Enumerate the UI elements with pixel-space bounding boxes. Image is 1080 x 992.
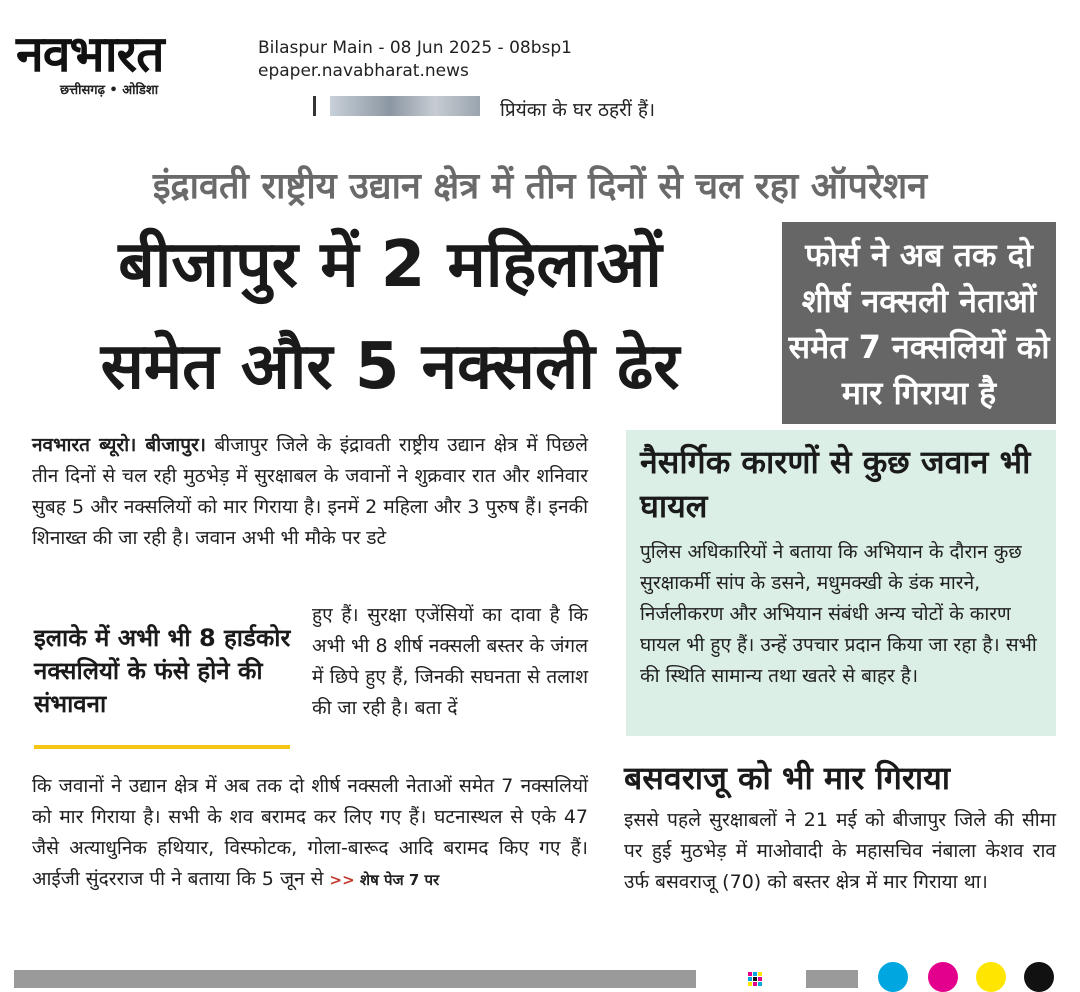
pull-quote: इलाके में अभी भी 8 हार्डकोर नक्सलियों के फंसे होने की संभावना: [34, 624, 291, 718]
print-strip: [14, 970, 696, 988]
continued-link[interactable]: [330, 871, 440, 889]
dateline: नवभारत ब्यूरो। बीजापुर।: [32, 434, 206, 456]
continue-arrow-icon: >>: [329, 871, 355, 889]
body-text: बीजापुर जिले के इंद्रावती राष्ट्रीय उद्यान क्षेत्र में पिछले तीन दिनों से चल रही मुठभेड़ में सुरक्षाबल के जवानों ने शुक्रवार रात और शनिवार सुबह 5 और नक्सलियों को मार गिराया है। इनमें 2 महिला और 3 पुरुष हैं। इनकी शिनाख्त की जा रही है। जवान अभी भी मौके पर डटे: [32, 434, 588, 549]
article-body-middle: हुए हैं। सुरक्षा एजेंसियों का दावा है कि अभी भी 8 शीर्ष नक्सली बस्तर के जंगल में छिपे हुए हैं, जिनकी सघनता से तलाश की जा रही है। बता दें: [312, 604, 588, 719]
continued-label: शेष पेज 7 पर: [359, 871, 440, 889]
pull-quote-underline: [34, 745, 290, 749]
print-strip-small: [806, 970, 858, 988]
panel-title: नैसर्गिक कारणों से कुछ जवान भी घायल: [640, 443, 1031, 525]
body-text: कि जवानों ने उद्यान क्षेत्र में अब तक दो शीर्ष नक्सली नेताओं समेत 7 नक्सलियों को मार गिराया है। सभी के शव बरामद कर लिए गए हैं। घटनास्थल से एके 47 जैसे अत्याधुनिक हथियार, विस्फोटक, गोला-बारूद आदि बरामद किए गए हैं। आईजी सुंदरराज पी ने बताया कि 5 जून से: [32, 775, 588, 890]
logo-subtitle: छत्तीसगढ़ • ओडिशा: [60, 83, 159, 98]
edition-url[interactable]: epaper.navabharat.news: [258, 61, 469, 81]
main-headline-line-2: समेत और 5 नक्सली ढेर: [100, 330, 680, 404]
panel-text: पुलिस अधिकारियों ने बताया कि अभियान के दौरान कुछ सुरक्षाकर्मी सांप के डसने, मधुमक्खी के डंक मारने, निर्जलीकरण और अभियान संबंधी अन्य चोटों के कारण घायल भी हुए हैं। उन्हें उपचार प्रदान किया जा रहा है। सभी की स्थिति सामान्य तथा खतरे से बाहर है।: [640, 541, 1037, 687]
column-rule: [313, 96, 316, 116]
article-body-top: [32, 430, 588, 554]
registration-mark-icon: [746, 970, 764, 988]
main-headline-line-1: बीजापुर में 2 महिलाओं: [118, 228, 662, 302]
article-body-bottom: [32, 771, 588, 896]
sub-story-text: इससे पहले सुरक्षाबलों ने 21 मई को बीजापुर जिले की सीमा पर हुई मुठभेड़ में माओवादी के महासचिव नंबाला केशव राव उर्फ बसवराजू (70) को बस्तर क्षेत्र में मार गिराया था।: [624, 809, 1056, 893]
photo-fragment: [330, 96, 480, 116]
sub-story-title: बसवराजू को भी मार गिराया: [624, 759, 951, 797]
newspaper-logo: नवभारत: [16, 25, 164, 83]
highlight-box: फोर्स ने अब तक दो शीर्ष नक्सली नेताओं समेत 7 नक्सलियों को मार गिराया है: [782, 222, 1056, 424]
edition-line: Bilaspur Main - 08 Jun 2025 - 08bsp1: [258, 38, 572, 58]
caption-fragment: प्रियंका के घर ठहरीं हैं।: [500, 99, 656, 121]
kicker-headline: इंद्रावती राष्ट्रीय उद्यान क्षेत्र में तीन दिनों से चल रहा ऑपरेशन: [152, 166, 928, 207]
